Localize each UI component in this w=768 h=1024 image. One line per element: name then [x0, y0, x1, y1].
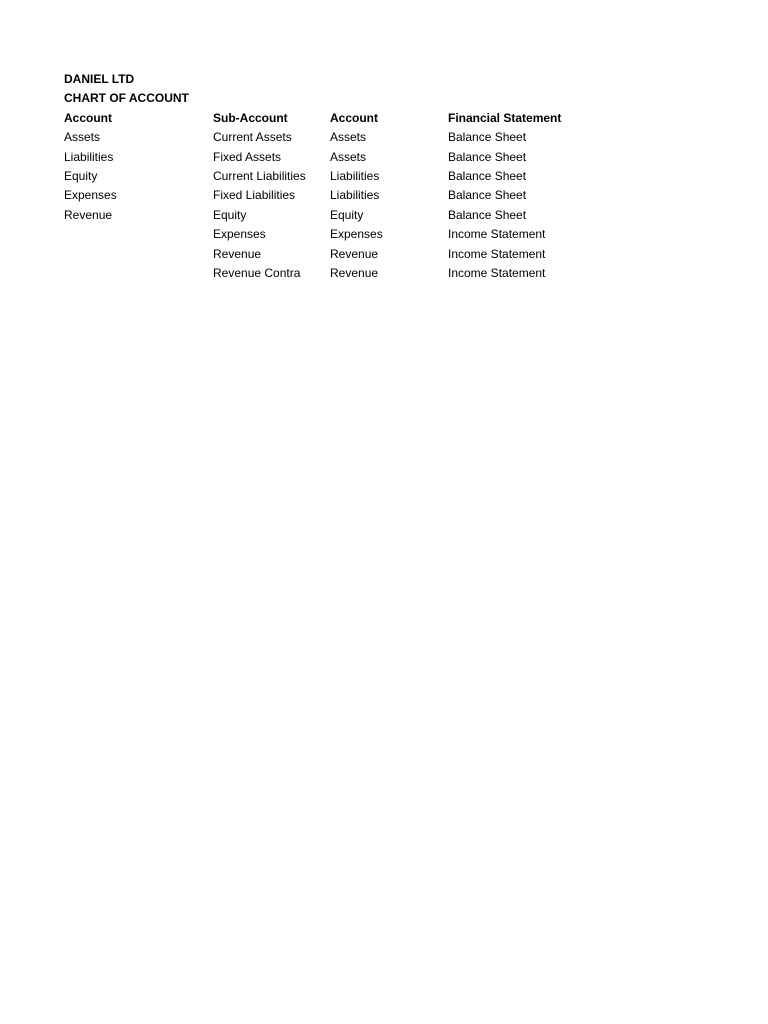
parent-account-cell: Assets — [330, 130, 367, 145]
sub-account-cell: Fixed Liabilities — [213, 188, 296, 203]
financial-statement-cell: Income Statement — [448, 227, 546, 242]
account-cell: Liabilities — [64, 149, 114, 164]
sub-account-cell: Revenue Contra — [213, 265, 301, 280]
account-cell: Expenses — [64, 188, 117, 203]
sub-account-cell: Current Liabilities — [213, 168, 306, 183]
financial-statement-cell: Balance Sheet — [448, 188, 527, 203]
parent-account-cell: Revenue — [330, 246, 379, 261]
financial-statement-cell: Balance Sheet — [448, 130, 527, 145]
parent-account-cell: Liabilities — [330, 188, 380, 203]
account-cell: Revenue — [64, 207, 113, 222]
parent-account-cell: Liabilities — [330, 168, 380, 183]
header-financial-statement: Financial Statement — [448, 110, 562, 125]
parent-account-cell: Equity — [330, 207, 364, 222]
company-title: DANIEL LTD — [64, 72, 135, 86]
account-cell: Equity — [64, 168, 98, 183]
account-column — [64, 109, 117, 225]
financial-statement-column — [448, 109, 561, 284]
sub-account-cell: Fixed Assets — [213, 149, 282, 164]
chart-of-account-table — [64, 109, 562, 309]
financial-statement-cell: Balance Sheet — [448, 168, 527, 183]
sub-account-column — [213, 109, 306, 284]
financial-statement-cell: Balance Sheet — [448, 207, 527, 222]
header-account: Account — [64, 110, 112, 125]
parent-account-column — [330, 109, 383, 284]
sub-account-cell: Equity — [213, 207, 247, 222]
document-subtitle: CHART OF ACCOUNT — [64, 91, 189, 106]
account-cell: Assets — [64, 130, 101, 145]
spreadsheet-sheet — [64, 70, 562, 309]
parent-account-cell: Expenses — [330, 227, 383, 242]
header-parent-account: Account — [330, 110, 378, 125]
financial-statement-cell: Income Statement — [448, 246, 546, 261]
sub-account-cell: Revenue — [213, 246, 262, 261]
financial-statement-cell: Balance Sheet — [448, 149, 527, 164]
sub-account-cell: Current Assets — [213, 130, 292, 145]
financial-statement-cell: Income Statement — [448, 265, 546, 280]
parent-account-cell: Revenue — [330, 265, 379, 280]
parent-account-cell: Assets — [330, 149, 367, 164]
sub-account-cell: Expenses — [213, 227, 266, 242]
header-sub-account: Sub-Account — [213, 110, 288, 125]
